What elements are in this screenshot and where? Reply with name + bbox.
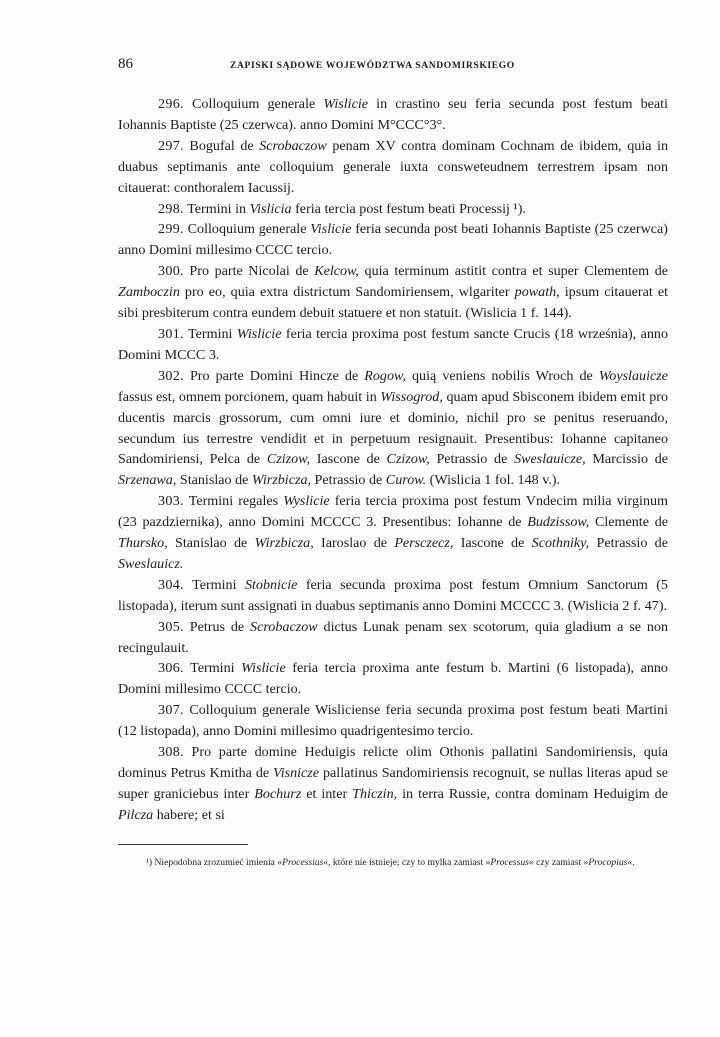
italic-text: Scrobaczow [259, 137, 327, 154]
text-segment: Iaroslao de [313, 535, 395, 552]
text-segment: Iascone de [310, 451, 387, 468]
text-segment: pallatinus Sandomiriensis recognuit, se nullas literas apud se super graniciebus inter [118, 765, 668, 802]
text-segment: feria tercia proxima post festum Vndecim milia virginum (23 pazdziernika), anno Domini MCCCC 3. Presentibus: Iohanne de [118, 493, 668, 531]
entry-303 [118, 491, 668, 575]
text-segment: Clemente de [589, 514, 669, 531]
entry-number: 307. [158, 702, 184, 719]
italic-text: Wirzbicza, [251, 472, 312, 489]
text-segment: Petrassio de [429, 451, 515, 468]
italic-text: Rogow, [364, 367, 406, 384]
entry-number: 301. [158, 325, 184, 342]
entry-number: 304. [158, 576, 184, 593]
italic-text: Czizow, [386, 451, 430, 468]
text-segment: Colloquium generale Wisliciense feria secunda proxima post festum beati Martini (12 listopada), anno Domini millesimo quadrigentesimo tercio. [118, 702, 668, 740]
italic-text: Wirzbicza, [254, 535, 314, 552]
text-segment: Petrassio de [311, 472, 386, 489]
running-title: ZAPISKI SĄDOWE WOJEWÓDZTWA SANDOMIRSKIEGO [230, 60, 515, 71]
italic-text: Vislicie [310, 221, 352, 238]
entry-306 [118, 658, 668, 700]
text-segment: in crastino seu feria secunda post festum beati Iohannis Baptiste (25 czerwca). anno Domini M°CCC°3°. [118, 96, 669, 133]
italic-text: Wislicie [323, 96, 369, 112]
entry-302 [118, 366, 668, 491]
italic-text: Visnicze [273, 765, 320, 781]
text-segment: feria secunda proxima post festum Omnium Sanctorum (5 listopada), iterum sunt assignati in duabus septimanis anno Domini MCCCC 3. (Wislicia 2 f. 47). [118, 576, 668, 614]
italic-text: powath, [514, 284, 560, 301]
text-segment: pro eo, quia extra districtum Sandomiriensem, wlgariter [179, 284, 515, 301]
italic-text: Sweslauicz. [118, 555, 184, 572]
italic-text: Wislicie [236, 325, 282, 342]
footnote-rule [118, 844, 248, 845]
text-segment: feria tercia post festum beati Processij ¹). [291, 200, 526, 217]
text-segment: Termini [183, 576, 245, 593]
text-segment: feria secunda post beati Iohannis Baptiste (25 czerwca) anno Domini millesimo CCCC tercio. [118, 221, 668, 259]
italic-text: Curow. [385, 472, 427, 489]
text-segment: feria tercia proxima ante festum b. Martini (6 listopada), anno Domini millesimo CCCC tercio. [118, 660, 668, 698]
italic-text: Scothniky, [531, 535, 590, 552]
italic-text: Processius [282, 856, 324, 868]
entry-number: 308. [158, 744, 184, 761]
text-segment: Pro parte domine Heduigis relicte olim Othonis pallatini Sandomiriensis, quia dominus Petrus Kmitha de [118, 744, 668, 781]
entry-308 [118, 742, 668, 826]
text-segment: Termini regales [183, 493, 284, 510]
text-segment: in terra Russie, contra dominam Heduigim de [397, 785, 668, 802]
entry-number: 303. [158, 493, 184, 510]
italic-text: Processus [490, 856, 529, 868]
text-segment: «, które nie istnieje; czy to mylka zamiast » [323, 856, 491, 868]
entry-number: 296. [158, 96, 184, 112]
text-segment: Termini in [183, 200, 250, 217]
text-segment: penam XV contra dominam Cochnam de ibidem, quia in duabus septimanis ante colloquium generale iuxta consweteudnem terrestrem ipsam non citauerat: conthoralem Iacussij. [118, 137, 669, 196]
page-header [118, 56, 668, 82]
entries-list [118, 94, 668, 826]
entry-299 [118, 219, 668, 261]
text-segment: (Wislicia 1 fol. 148 v.). [426, 472, 561, 489]
text-segment: Colloquium generale [183, 221, 311, 238]
italic-text: Zamboczin [118, 284, 180, 301]
italic-text: Srzenawa, [118, 472, 177, 489]
text-segment: fassus est, omnem porcionem, quam habuit in [118, 388, 381, 405]
entry-304 [118, 575, 668, 617]
text-segment: Termini [183, 660, 242, 677]
text-segment: Stanislao de [167, 535, 255, 552]
italic-text: Procopius [588, 856, 628, 868]
text-segment: Petrus de [183, 618, 251, 635]
italic-text: Wissogrod, [380, 388, 443, 405]
entry-number: 299. [158, 221, 184, 238]
italic-text: Budzissow, [527, 514, 590, 531]
entry-301 [118, 324, 668, 366]
text-segment: Marcissio de [585, 451, 668, 468]
text-segment: Bogufal de [183, 137, 260, 154]
entry-300 [118, 261, 668, 324]
entry-298 [118, 199, 668, 220]
text-segment: Termini [183, 325, 237, 342]
text-segment: habere; et si [153, 806, 225, 823]
italic-text: Thiczin, [352, 785, 398, 802]
italic-text: Persczecz, [394, 535, 454, 552]
text-segment: quią veniens nobilis Wroch de [405, 367, 599, 384]
text-segment: quam apud Sbisconem ibidem emit pro ducentis marcis grossorum, cum omni iure et dominio, nichil pro se penitus reseruando, secundum ius terrestre vendidit et in perpetuum resignauit. Presentibus: Iohanne capitaneo Sandomiriensi, Pelca de [118, 388, 668, 468]
text-segment: « czy zamiast » [528, 856, 589, 868]
entry-number: 305. [158, 618, 184, 635]
italic-text: Kelcow, [314, 263, 359, 280]
entry-number: 302. [158, 367, 184, 384]
italic-text: Woyslauicze [598, 367, 668, 384]
text-segment: Pro parte Nicolai de [183, 263, 315, 280]
entry-296 [118, 94, 668, 136]
entry-number: 297. [158, 137, 184, 154]
text-segment: Stanislao de [176, 472, 252, 489]
italic-text: Vislicia [249, 200, 292, 217]
entry-305 [118, 617, 668, 659]
footnote [118, 855, 668, 871]
text-segment: ¹) Niepodobna zrozumieć imienia » [146, 856, 283, 868]
page-number: 86 [118, 56, 133, 72]
text-segment: feria tercia proxima post festum sancte Crucis (18 września), anno Domini MCCC 3. [118, 325, 668, 363]
page [118, 56, 668, 871]
entry-307 [118, 700, 668, 742]
italic-text: Wyslicie [283, 493, 330, 510]
italic-text: Wislicie [241, 660, 286, 677]
text-segment: Petrassio de [589, 535, 668, 552]
entry-number: 306. [158, 660, 184, 677]
text-segment: Pro parte Domini Hincze de [183, 367, 365, 384]
text-segment: quia terminum astitit contra et super Clementem de [358, 263, 668, 280]
italic-text: Thursko, [118, 535, 168, 552]
text-segment: dictus Lunak penam sex scotorum, quia gladium a se non recingulauit. [118, 618, 669, 656]
text-segment: «. [627, 856, 635, 868]
text-segment: ipsum citauerat et sibi presbiterum contra eundem debuit statuere et non statuit. (Wislicia 1 f. 144). [118, 284, 668, 322]
italic-text: Pilcza [118, 806, 154, 823]
italic-text: Czizow, [266, 451, 311, 468]
italic-text: Stobnicie [244, 576, 298, 593]
text-segment: Colloquium generale [183, 96, 324, 112]
entry-297 [118, 136, 668, 199]
text-segment: et inter [301, 785, 353, 802]
italic-text: Scrobaczow [250, 618, 318, 635]
text-segment: Iascone de [453, 535, 532, 552]
entry-number: 298. [158, 200, 184, 217]
italic-text: Bochurz [254, 785, 302, 802]
entry-number: 300. [158, 263, 184, 280]
italic-text: Sweslauicze, [514, 451, 586, 468]
